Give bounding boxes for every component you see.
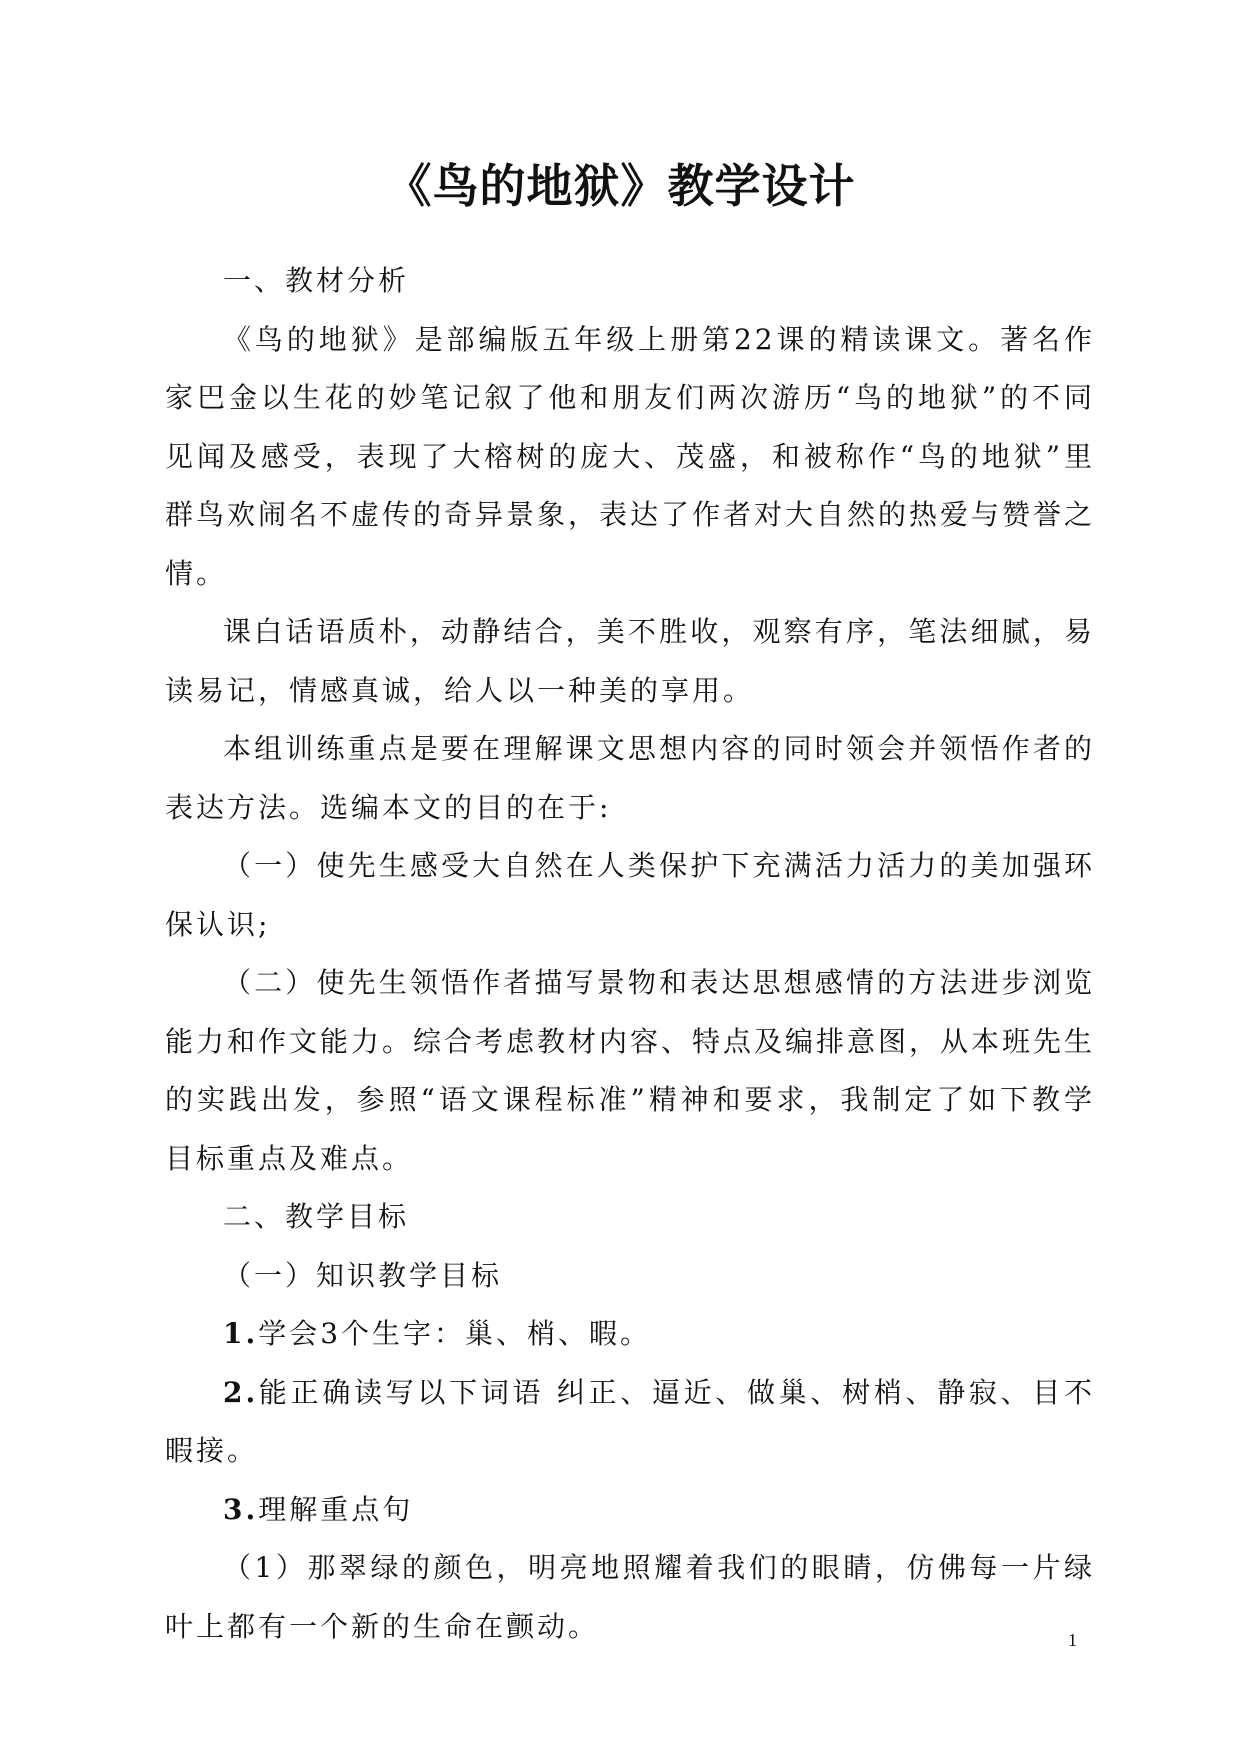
- page-number: 1: [1068, 1630, 1077, 1650]
- subsection-heading-knowledge-goals: （一）知识教学目标: [223, 1258, 503, 1292]
- paragraph: 《鸟的地狱》是部编版五年级上册第22课的精读课文。著名作家巴金以生花的妙笔记叙了他和朋友们两次游历“鸟的地狱”的不同见闻及感受，表现了大榕树的庞大、茂盛，和被称作“鸟的地狱”里群鸟欢闹名不虚传的奇异景象，表达了作者对大自然的热爱与赞誉之情。: [165, 322, 1096, 590]
- document-title: 《鸟的地狱》教学设计: [385, 159, 856, 213]
- paragraph: （二）使先生领悟作者描写景物和表达思想感情的方法进步浏览能力和作文能力。综合考虑教材内容、特点及编排意图，从本班先生的实践出发，参照“语文课程标准”精神和要求，我制定了如下教学目标重点及难点。: [165, 966, 1096, 1175]
- list-item: [165, 1364, 1095, 1481]
- paragraph: 课白话语质朴，动静结合，美不胜收，观察有序，笔法细腻，易读易记，情感真诚，给人以一种美的享用。: [165, 615, 1095, 707]
- paragraph: （1）那翠绿的颜色，明亮地照耀着我们的眼睛，仿佛每一片绿叶上都有一个新的生命在颤动。: [165, 1551, 1095, 1643]
- document-body: [165, 252, 1095, 1656]
- list-item-text: 能正确读写以下词语 纠正、逼近、做巢、树梢、静寂、目不暇接。: [165, 1375, 1095, 1467]
- list-item-text: 理解重点句: [258, 1492, 414, 1526]
- list-item-text: 学会3个生字：巢、梢、暇。: [258, 1317, 652, 1350]
- list-item-number: 2.: [223, 1375, 259, 1409]
- list-item-number: 3.: [223, 1492, 259, 1526]
- section-heading-textbook-analysis: 一、教材分析: [223, 264, 410, 297]
- section-heading-teaching-goals: 二、教学目标: [223, 1200, 410, 1233]
- list-item-number: 1.: [223, 1317, 259, 1350]
- paragraph: （一）使先生感受大自然在人类保护下充满活力活力的美加强环保认识;: [165, 849, 1095, 941]
- list-item: [165, 1305, 1095, 1364]
- list-item: [165, 1481, 1095, 1540]
- paragraph: 本组训练重点是要在理解课文思想内容的同时领会并领悟作者的表达方法。选编本文的目的在于:: [165, 732, 1095, 824]
